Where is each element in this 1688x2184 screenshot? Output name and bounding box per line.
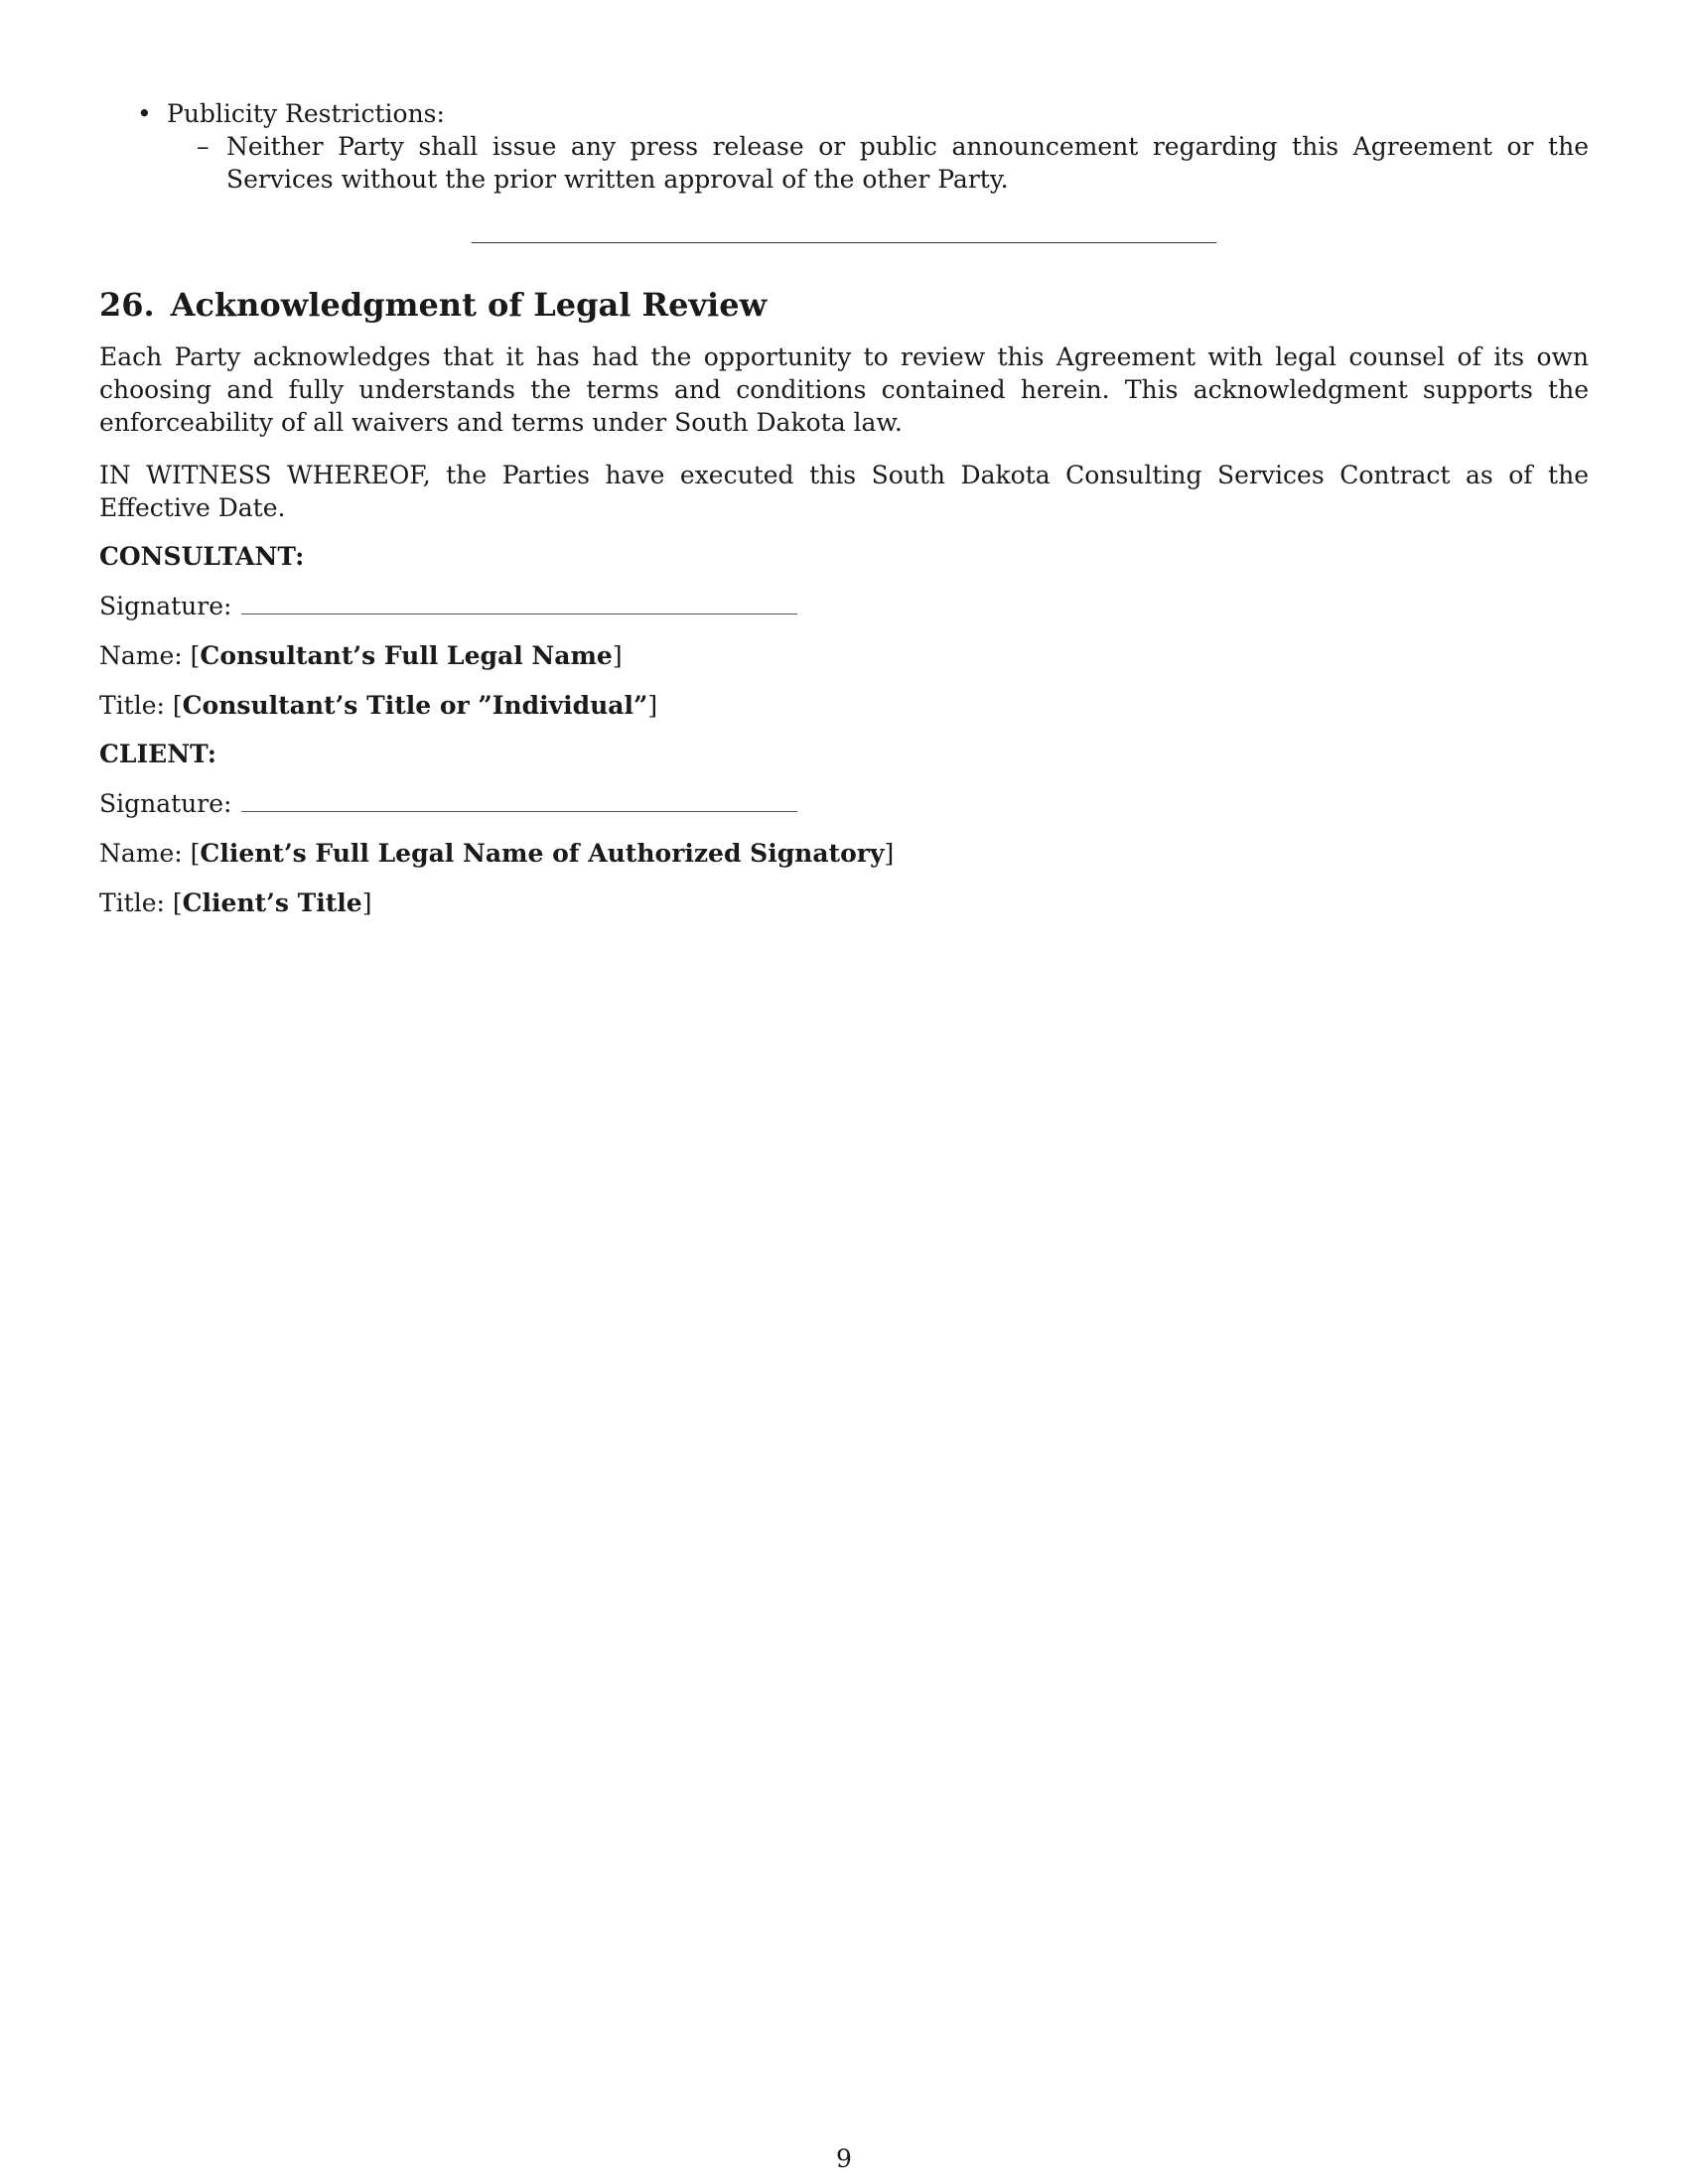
client-signature-row	[99, 787, 797, 820]
consultant-heading-text: CONSULTANT:	[99, 542, 305, 571]
consultant-signature-row	[99, 590, 797, 622]
client-heading-text: CLIENT:	[99, 740, 217, 768]
consultant-heading	[99, 540, 304, 573]
publicity-heading: Publicity Restrictions:	[167, 99, 445, 128]
section-number: 26.	[99, 286, 155, 324]
client-heading	[99, 738, 216, 770]
publicity-block	[99, 97, 1589, 196]
client-name-value: Client’s Full Legal Name of Authorized Signatory	[200, 839, 885, 868]
witness-paragraph: IN WITNESS WHEREOF, the Parties have executed this South Dakota Consulting Services Contract as of the Effective Date.	[99, 461, 1589, 522]
client-signature-line[interactable]	[241, 789, 797, 812]
bullet-icon: •	[137, 99, 152, 128]
consultant-title-row: Title: [Consultant’s Title or ”Individual”]	[99, 691, 658, 720]
section-heading	[99, 285, 1589, 325]
client-title-label: Title:	[99, 888, 165, 917]
page-number: 9	[836, 2144, 852, 2173]
legal-review-paragraph: Each Party acknowledges that it has had the opportunity to review this Agreement with legal counsel of its own choosing and fully understands the terms and conditions contained herein. This acknowledgment supports the enforceability of all waivers and terms under South Dakota law.	[99, 342, 1589, 437]
consultant-name-label: Name:	[99, 641, 183, 670]
client-name-label: Name:	[99, 839, 183, 868]
client-signature-label: Signature:	[99, 789, 232, 818]
publicity-text: Neither Party shall issue any press release or public announcement regarding this Agreement or the Services without the prior written approval of the other Party.	[226, 132, 1589, 194]
section-divider	[472, 242, 1216, 243]
consultant-name-row: Name: [Consultant’s Full Legal Name]	[99, 641, 623, 670]
publicity-sub-item	[99, 130, 1589, 196]
consultant-title-value: Consultant’s Title or ”Individual”	[182, 691, 648, 720]
consultant-signature-line[interactable]	[241, 592, 797, 614]
client-title-row: Title: [Client’s Title]	[99, 888, 372, 917]
consultant-name-value: Consultant’s Full Legal Name	[200, 641, 613, 670]
dash-icon: –	[197, 132, 210, 161]
consultant-signature-label: Signature:	[99, 592, 232, 620]
consultant-title-label: Title:	[99, 691, 165, 720]
client-title-value: Client’s Title	[182, 888, 362, 917]
client-name-row: Name: [Client’s Full Legal Name of Authorized Signatory]	[99, 839, 895, 868]
publicity-bullet-item	[99, 97, 1589, 130]
section-title: Acknowledgment of Legal Review	[170, 286, 768, 324]
